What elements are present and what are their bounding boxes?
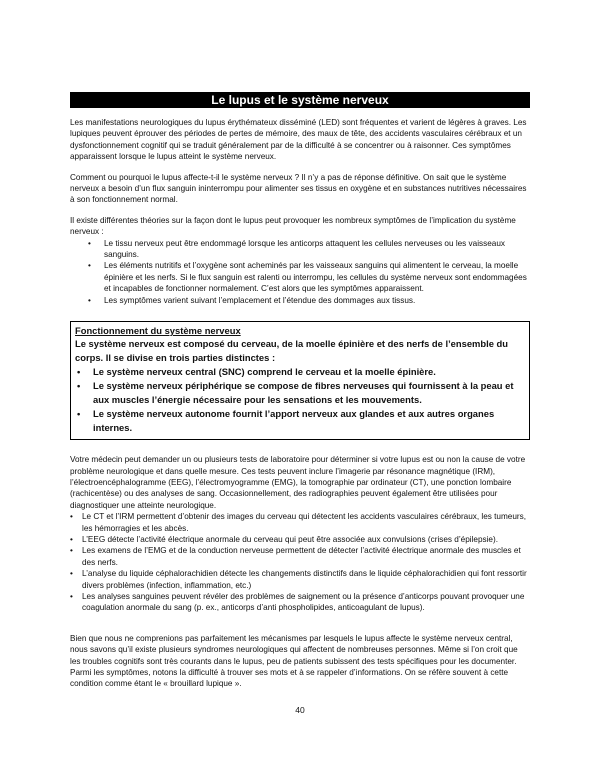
box-list	[75, 365, 525, 435]
list-item: • Le système nerveux autonome fournit l’apport nerveux aux glandes et aux autres organes internes.	[75, 407, 525, 435]
list-item: • Le tissu nerveux peut être endommagé lorsque les anticorps attaquent les cellules nerveuses ou les vaisseaux sanguins.	[70, 238, 530, 261]
tests-list	[70, 511, 530, 614]
list-item: • Les analyses sanguines peuvent révéler des problèmes de saignement ou la présence d’anticorps pouvant provoquer une coagulation anormale du sang (p. ex., anticorps d’anti phospholipides, anticoagulant de lupus).	[70, 591, 530, 614]
list-item: • L’EEG détecte l’activité électrique anormale du cerveau qui peut être associée aux convulsions (crises d’épilepsie).	[70, 534, 530, 545]
list-item: • Les symptômes varient suivant l’emplacement et l’étendue des dommages aux tissus.	[70, 295, 530, 306]
section-title: Le lupus et le système nerveux	[70, 92, 530, 108]
list-item: • Le CT et l’IRM permettent d’obtenir des images du cerveau qui détectent les accidents vasculaires cérébraux, les tumeurs, les hémorragies et les abcès.	[70, 511, 530, 534]
list-item: • Le système nerveux central (SNC) comprend le cerveau et la moelle épinière.	[75, 365, 525, 379]
theories-intro: Il existe différentes théories sur la façon dont le lupus peut provoquer les nombreux symptômes de l’implication du système nerveux :	[70, 215, 516, 237]
page-number: 40	[295, 705, 305, 715]
tests-paragraph: Votre médecin peut demander un ou plusieurs tests de laboratoire pour déterminer si votre lupus est ou non la cause de votre problème neurologique et dans quelle mesure. Ces tests peuvent inclure l’imagerie par résonance magnétique (IRM), l’électroencéphalogramme (EEG), l’électromyogramme (EMG), la tomographie par ordinateur (CT), une ponction lombaire (rachicentèse) ou des analyses de sang. Occasionnellement, des radiographies peuvent également être utilisées pour diagnostiquer une atteinte neurologique.	[70, 455, 526, 510]
nervous-system-box	[70, 321, 530, 440]
list-item: • Les éléments nutritifs et l’oxygène sont acheminés par les vaisseaux sanguins qui alimentent le cerveau, la moelle épinière et les nerfs. Si le flux sanguin est ralenti ou interrompu, les cellules du système nerveux sont endommagées et incapables de fonctionner normalement. C’est alors que les symptômes apparaissent.	[70, 260, 530, 294]
document-page	[70, 92, 530, 699]
question-paragraph: Comment ou pourquoi le lupus affecte-t-il le système nerveux ? Il n’y a pas de réponse définitive. On sait que le système nerveux a besoin d’un flux sanguin ininterrompu pour alimenter ses tissus en oxygène et en substances nutritives nécessaires à son fonctionnement normal.	[70, 172, 527, 205]
closing-paragraph: Bien que nous ne comprenions pas parfaitement les mécanismes par lesquels le lupus affecte le système nerveux central, nous savons qu’il existe plusieurs syndromes neurologiques qui affectent de nombreuses personnes. Même si l’on croit que les troubles cognitifs sont très courants dans le lupus, peu de patients subissent des tests spécifiques pour les documenter. Parmi les symptômes, notons la difficulté à trouver ses mots et à se rappeler d’informations. On se réfère souvent à cette condition comme étant le « brouillard lupique ».	[70, 633, 518, 689]
list-item: • Les examens de l’EMG et de la conduction nerveuse permettent de détecter l’activité électrique anormale des muscles et des nerfs.	[70, 545, 530, 568]
theories-list	[70, 238, 530, 306]
box-title: Fonctionnement du système nerveux	[75, 325, 241, 337]
list-item: • L’analyse du liquide céphalorachidien détecte les changements distinctifs dans le liquide céphalorachidien qui font ressortir divers problèmes (infection, inflammation, etc.)	[70, 568, 530, 591]
intro-paragraph: Les manifestations neurologiques du lupus érythémateux disséminé (LED) sont fréquentes et varient de légères à graves. Les lupiques peuvent éprouver des périodes de pertes de mémoire, des maux de tête, des accidents vasculaires cérébraux et un dysfonctionnement cognitif qui se traduit généralement par de la difficulté à se concentrer ou à raisonner. Ces symptômes apparaissent lorsque le lupus atteint le système nerveux.	[70, 118, 527, 162]
box-intro: Le système nerveux est composé du cerveau, de la moelle épinière et des nerfs de l’ensemble du corps. Il se divise en trois parties distinctes :	[75, 338, 508, 364]
list-item: • Le système nerveux périphérique se compose de fibres nerveuses qui fournissent à la peau et aux muscles l’énergie nécessaire pour les sensations et les mouvements.	[75, 379, 525, 407]
